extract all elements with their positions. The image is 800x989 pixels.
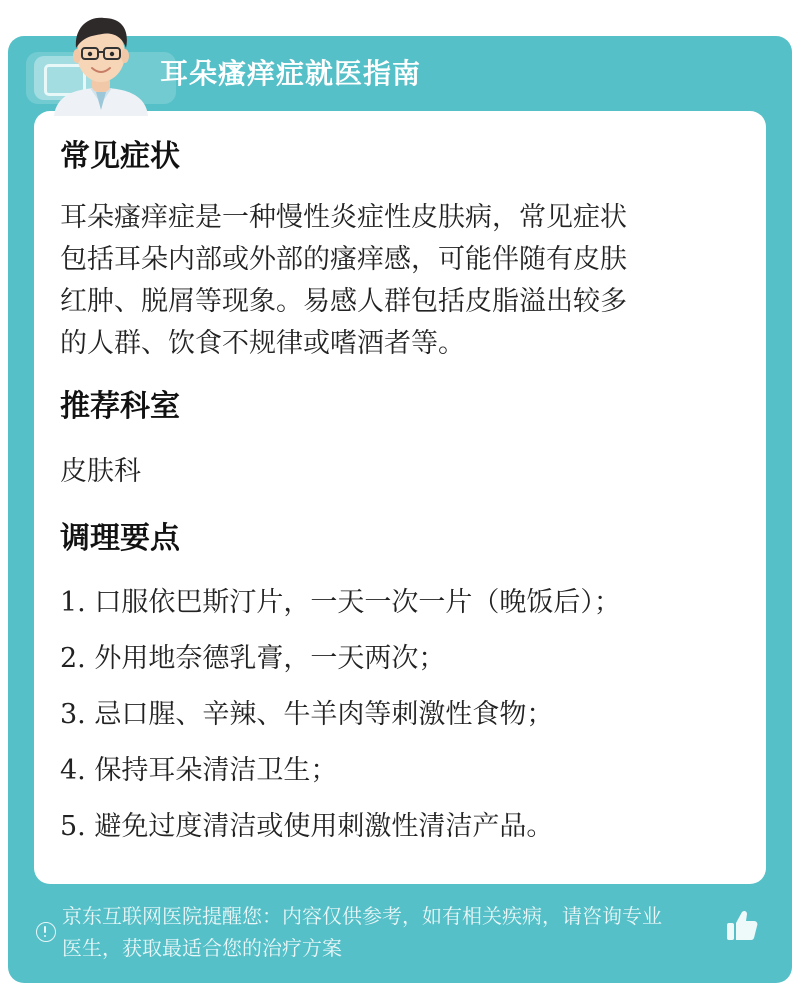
disclaimer: [62, 900, 732, 964]
section-title-care: 调理要点: [60, 521, 180, 556]
disclaimer-line: 医生，获取最适合您的治疗方案: [62, 936, 342, 960]
list-item-text: 避免过度清洁或使用刺激性清洁产品。: [85, 811, 554, 842]
list-item-number: 1.: [60, 587, 86, 618]
card-content: [60, 137, 750, 855]
list-item-number: 3.: [60, 699, 86, 730]
section-title-department: 推荐科室: [60, 389, 180, 424]
symptoms-line: 的人群、饮食不规律或嗜酒者等。: [60, 328, 465, 359]
thumbs-up-icon[interactable]: [724, 908, 760, 944]
list-item: [60, 575, 750, 631]
list-item-text: 忌口腥、辛辣、牛羊肉等刺激性食物；: [85, 699, 554, 730]
list-item: [60, 799, 750, 855]
symptoms-description: [60, 197, 750, 365]
symptoms-line: 红肿、脱屑等现象。易感人群包括皮脂溢出较多: [60, 286, 627, 317]
list-item-text: 保持耳朵清洁卫生；: [85, 755, 338, 786]
department-value: 皮肤科: [60, 456, 141, 487]
list-item: [60, 743, 750, 799]
list-item: [60, 687, 750, 743]
symptoms-line: 包括耳朵内部或外部的瘙痒感，可能伴随有皮肤: [60, 244, 627, 275]
content-card: [34, 111, 766, 884]
symptoms-line: 耳朵瘙痒症是一种慢性炎症性皮肤病，常见症状: [60, 202, 627, 233]
list-item-number: 5.: [60, 811, 86, 842]
list-item-number: 4.: [60, 755, 86, 786]
list-item-text: 口服依巴斯汀片，一天一次一片（晚饭后）；: [85, 587, 621, 618]
page-title: 耳朵瘙痒症就医指南: [160, 57, 422, 90]
info-icon: [36, 922, 56, 942]
section-title-symptoms: 常见症状: [60, 139, 180, 174]
care-list: [60, 575, 750, 855]
doctor-avatar-icon: [46, 6, 156, 116]
disclaimer-line: 京东互联网医院提醒您：内容仅供参考，如有相关疾病，请咨询专业: [62, 904, 662, 928]
list-item: [60, 631, 750, 687]
list-item-text: 外用地奈德乳膏，一天两次；: [85, 643, 446, 674]
list-item-number: 2.: [60, 643, 86, 674]
